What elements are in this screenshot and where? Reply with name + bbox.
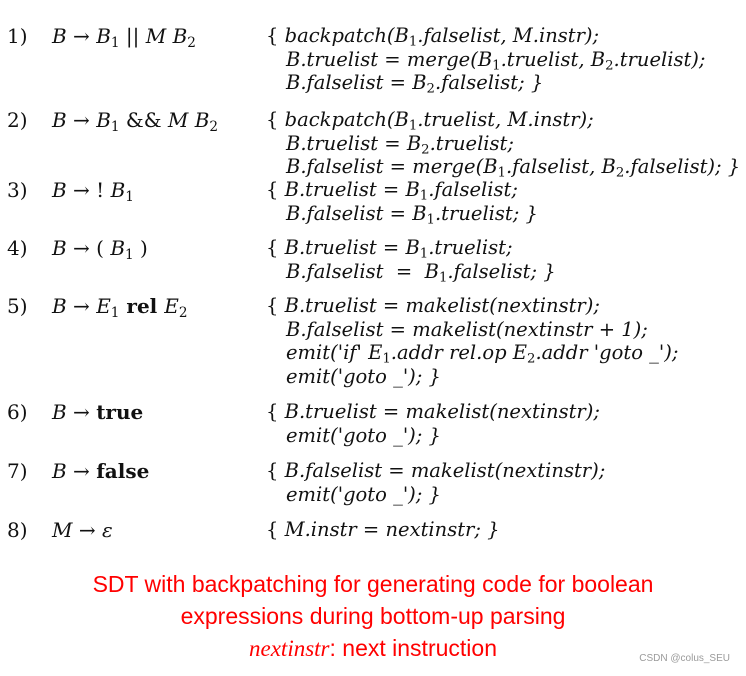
action-line: { $backpatch(B_1.falselist$, M.instr); <box>266 24 600 50</box>
semantic-action <box>266 108 740 179</box>
production: B → false <box>52 459 150 483</box>
rule-number: 8) <box>7 518 28 542</box>
action-line: B.falselist = $B_1.falselist$; } <box>286 259 556 286</box>
semantic-action <box>266 459 605 506</box>
rule-number: 5) <box>7 294 28 318</box>
action-line: { M.instr = nextinstr; } <box>266 518 500 541</box>
action-line: emit('goto _'); } <box>286 364 441 388</box>
semantic-action <box>266 294 678 388</box>
action-line: { B.truelist = $B_1.truelist$; <box>266 236 513 262</box>
action-line: B.falselist = $B_2.falselist$; } <box>286 71 544 97</box>
semantic-action <box>266 24 705 95</box>
production: $B \to E_1$ rel $E_2$ <box>52 294 188 321</box>
rule-number: 2) <box>7 108 28 132</box>
action-line: { B.truelist = makelist(nextinstr); <box>266 294 600 317</box>
watermark: CSDN @colus_SEU <box>639 653 730 664</box>
rule-number: 4) <box>7 236 28 260</box>
semantic-action <box>266 236 556 286</box>
production: B → ( $B_1$ ) <box>52 236 148 263</box>
rule-number: 6) <box>7 400 28 424</box>
caption-definition: : next instruction <box>329 635 497 661</box>
action-line: { B.truelist = makelist(nextinstr); <box>266 400 600 423</box>
production: M → ε <box>52 518 113 542</box>
semantic-action <box>266 178 538 228</box>
action-line: { $backpatch(B_1.truelist$, M.instr); <box>266 108 594 134</box>
action-line: B.falselist = makelist(nextinstr + 1); <box>286 317 648 341</box>
caption-line-2: expressions during bottom-up parsing <box>180 603 566 629</box>
caption-term: nextinstr <box>249 636 330 661</box>
action-line: { B.truelist = $B_1.falselist$; <box>266 178 518 204</box>
action-line: B.truelist = $B_2.truelist$; <box>286 131 514 158</box>
action-line: B.falselist = $B_1.truelist$; } <box>286 201 538 228</box>
production: $B \to B_1$ && M $B_2$ <box>52 108 219 135</box>
rule-number: 3) <box>7 178 28 202</box>
semantic-action <box>266 400 600 447</box>
action-line: B.truelist = $merge(B_1.truelist$, $B_2.truelist$); <box>286 47 706 74</box>
caption-line-1: SDT with backpatching for generating code for boolean <box>92 571 654 597</box>
production: B → ! $B_1$ <box>52 178 134 205</box>
rule-number: 7) <box>7 459 28 483</box>
action-line: B.falselist = $merge(B_1.falselist$, $B_2.falselist$); } <box>286 155 741 181</box>
semantic-action <box>266 518 500 542</box>
caption <box>0 568 746 665</box>
action-line: { B.falselist = makelist(nextinstr); <box>266 459 606 482</box>
action-line: emit('goto _'); } <box>286 482 441 506</box>
action-line: emit('if' $E_1.addr$ rel.op $E_2.addr$ 'goto _'); <box>286 341 679 367</box>
rule-number: 1) <box>7 24 28 48</box>
caption-line-3 <box>0 632 746 665</box>
production: $B \to B_1$ || M $B_2$ <box>52 24 196 51</box>
action-line: emit('goto _'); } <box>286 423 441 447</box>
production: B → true <box>52 400 144 424</box>
